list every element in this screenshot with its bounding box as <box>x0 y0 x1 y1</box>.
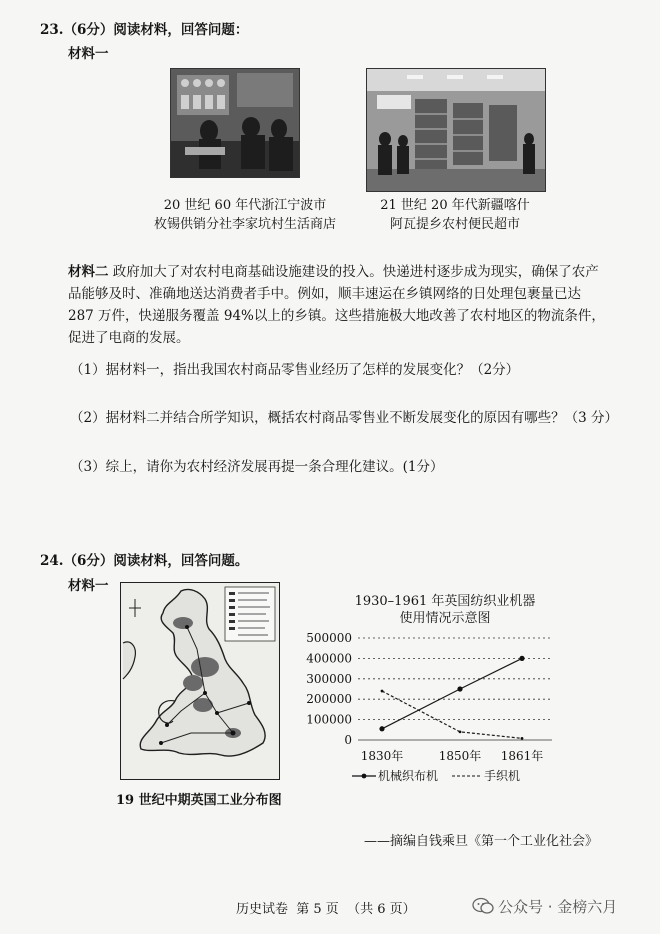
q23-sub-question-2: （2）据材料二并结合所学知识，概括农村商品零售业不断发展变化的原因有哪些？（3 分） <box>70 410 618 426</box>
photo-2-caption <box>360 196 550 234</box>
material2-line-1 <box>68 261 628 283</box>
data-point <box>379 726 384 731</box>
photo-1960s-village-store-image <box>171 69 299 177</box>
y-tick-label: 500000 <box>306 631 352 645</box>
data-point <box>519 656 524 661</box>
loom-usage-chart <box>300 628 570 796</box>
material2-line-3: 287 万件，快递服务覆盖 94%以上的乡镇。这些措施极大地改善了农村地区的物流条件， <box>68 308 605 324</box>
material2-line-1-text: 政府加大了对农村电商基础设施建设的投入。快递进村逐步成为现实，确保了农产 <box>112 264 599 280</box>
chart-title <box>330 593 560 627</box>
photo-2-caption-line-1: 21 世纪 20 年代新疆喀什 <box>380 198 530 213</box>
britain-industry-map <box>120 582 280 780</box>
q24-header: 24.（6分）阅读材料，回答问题。 <box>40 553 249 569</box>
britain-industry-map-image <box>121 583 279 779</box>
map-caption: 19 世纪中期英国工业分布图 <box>116 793 282 808</box>
series-line-1 <box>382 658 522 728</box>
y-tick-label: 300000 <box>306 671 352 686</box>
material2-line-2: 品能够及时、准确地送达消费者手中。例如，顺丰速运在乡镇网络的日处理包裹量已达 <box>68 286 581 302</box>
photo-2020s-village-supermarket <box>366 68 546 192</box>
q24-material1-label: 材料一 <box>68 578 109 594</box>
x-tick-label: 1830年 <box>360 749 404 763</box>
legend-label-1: 机械织布机 <box>378 769 439 783</box>
q24-source: ——摘编自钱乘旦《第一个工业化社会》 <box>364 834 599 849</box>
photo-1-caption-line-1: 20 世纪 60 年代浙江宁波市 <box>163 198 327 213</box>
chart-title-line-1: 1930–1961 年英国纺织业机器 <box>354 594 536 609</box>
photo-2-caption-line-2: 阿瓦提乡农村便民超市 <box>389 217 520 232</box>
legend-label-2: 手织机 <box>484 769 521 783</box>
y-tick-label: 0 <box>344 733 352 747</box>
y-tick-label: 400000 <box>306 651 352 666</box>
data-point <box>459 730 462 733</box>
series-line-2 <box>382 691 522 738</box>
photo-1-caption-line-2: 枚锡供销分社李家坑村生活商店 <box>153 217 336 232</box>
q23-header: 23.（6分）阅读材料，回答问题： <box>40 22 249 38</box>
data-point <box>521 737 524 740</box>
photo-2020s-village-supermarket-image <box>367 69 545 191</box>
q23-sub-question-1: （1）据材料一，指出我国农村商品零售业经历了怎样的发展变化？（2分） <box>70 362 520 378</box>
y-tick-label: 100000 <box>306 712 352 727</box>
q23-material2 <box>68 261 628 349</box>
chart-title-line-2: 使用情况示意图 <box>399 611 491 626</box>
legend-marker <box>362 774 367 779</box>
watermark-text: 公众号 · 金榜六月 <box>498 898 618 916</box>
material2-label: 材料二 <box>68 264 109 280</box>
data-point <box>381 690 384 693</box>
watermark <box>472 896 617 919</box>
page-footer: 历史试卷 第 5 页 （共 6 页） <box>236 902 416 917</box>
q23-sub-question-3: （3）综上，请你为农村经济发展再提一条合理化建议。(1分） <box>70 459 444 475</box>
y-tick-label: 200000 <box>306 692 352 707</box>
wechat-icon <box>472 897 494 919</box>
x-tick-label: 1861年 <box>500 749 544 763</box>
material2-line-4: 促进了电商的发展。 <box>68 330 190 346</box>
x-tick-label: 1850年 <box>438 749 482 763</box>
q23-material1-label: 材料一 <box>68 46 109 62</box>
data-point <box>457 686 462 691</box>
photo-1960s-village-store <box>170 68 300 178</box>
photo-1-caption <box>150 196 340 234</box>
